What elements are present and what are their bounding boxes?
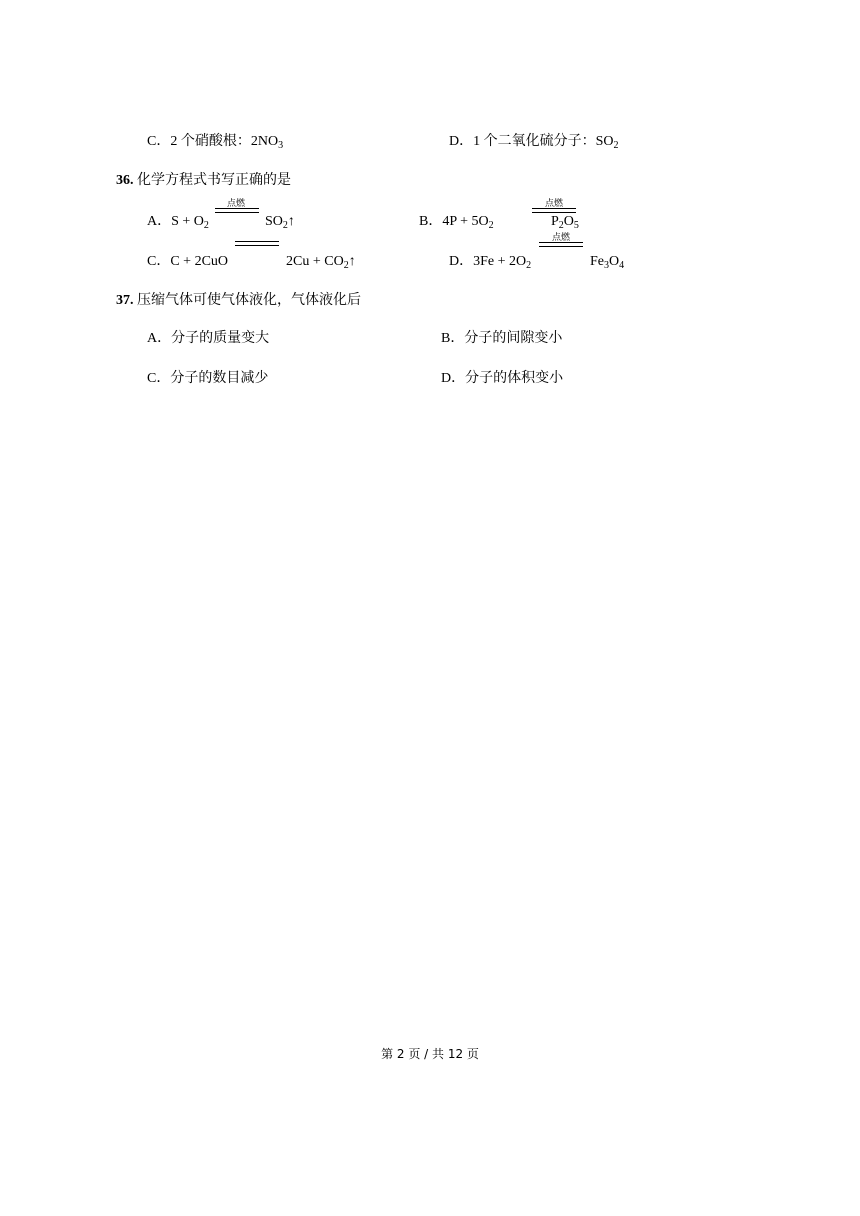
option-d-prev [449,133,619,151]
option-36b-rhs [551,213,579,231]
option-letter: D． [441,371,466,386]
option-letter: A． [147,331,172,346]
equals-sign [539,242,583,247]
option-letter: A． [147,214,172,229]
option-36b-lhs [419,213,494,231]
option-36d-rhs [590,253,624,271]
option-36c-rhs [286,253,356,271]
option-text: 分子的间隙变小 [464,331,563,346]
subscript: 5 [573,220,579,231]
option-letter: B． [419,214,443,229]
subscript: 2 [203,220,209,231]
subscript: 3 [604,260,609,271]
option-37d [441,370,563,388]
subscript: 2 [526,260,532,271]
subscript: 2 [488,220,494,231]
subscript: 2 [558,220,564,231]
option-36c-lhs [147,253,228,271]
subscript: 2 [343,260,349,271]
subscript: 3 [278,140,284,151]
reaction-condition: 点燃 [552,232,571,242]
formula-text: 3Fe + 2O [473,254,527,269]
option-text: 2 个硝酸根：2NO [170,134,279,149]
equals-sign [215,208,259,213]
formula-text: P [551,214,559,229]
question-number: 36. [116,173,134,188]
question-stem: 化学方程式书写正确的是 [137,173,291,188]
option-letter: C． [147,134,171,149]
option-36a-rhs [265,213,295,231]
question-number: 37. [116,293,134,308]
option-text: 分子的体积变小 [465,371,564,386]
option-37c [147,370,268,388]
page-footer: 第 2 页 / 共 12 页 [381,1047,479,1061]
option-letter: B． [441,331,465,346]
formula-text: C + 2CuO [170,254,229,269]
option-37b [441,330,562,348]
gas-arrow: ↑ [348,254,356,269]
option-37a [147,330,269,348]
option-letter: D． [449,134,474,149]
reaction-condition: 点燃 [545,198,564,208]
question-37 [116,292,361,310]
question-stem: 压缩气体可使气体液化，气体液化后 [137,293,361,308]
option-text: 1 个二氧化硫分子：SO [473,134,614,149]
option-text: 分子的数目减少 [170,371,269,386]
formula-text: O [609,254,620,269]
subscript: 2 [282,220,288,231]
subscript: 4 [619,260,625,271]
option-text: 分子的质量变大 [171,331,270,346]
option-c-prev [147,133,283,151]
subscript: 2 [613,140,619,151]
option-letter: D． [449,254,474,269]
formula-text: Fe [590,254,604,269]
formula-text: S + O [171,214,204,229]
option-36d-lhs [449,253,531,271]
gas-arrow: ↑ [287,214,295,229]
equals-sign [235,241,279,246]
option-letter: C． [147,371,171,386]
option-36a-lhs [147,213,209,231]
question-36 [116,172,291,190]
formula-text: 2Cu + CO [286,254,344,269]
reaction-condition: 点燃 [227,198,246,208]
option-letter: C． [147,254,171,269]
formula-text: 4P + 5O [442,214,489,229]
formula-text: SO [265,214,283,229]
formula-text: O [563,214,574,229]
